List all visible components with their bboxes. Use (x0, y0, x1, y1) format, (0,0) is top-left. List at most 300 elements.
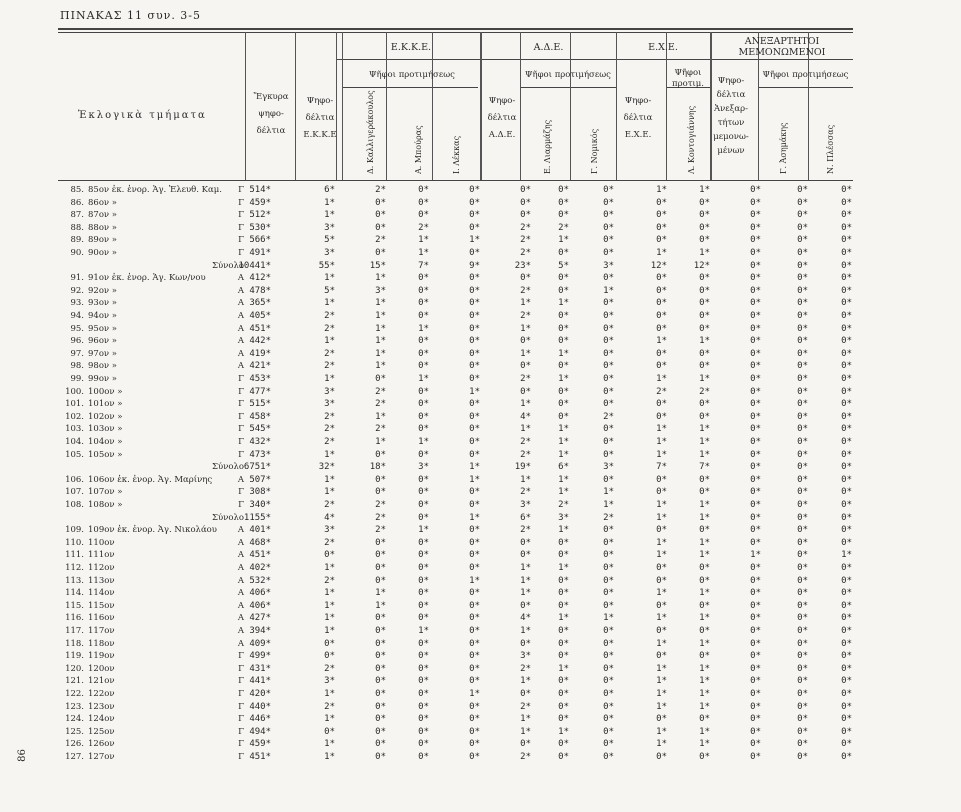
table-cell: 2* (699, 386, 710, 397)
table-cell: 1* (375, 323, 386, 334)
table-cell: 0* (520, 273, 531, 284)
table-cell: 1* (558, 437, 569, 447)
table-cell: 2* (324, 701, 335, 712)
table-cell: 0* (469, 638, 480, 649)
table-cell: 0* (469, 437, 480, 447)
row-number: 112. (65, 563, 84, 573)
row-district: 94ον » (88, 311, 118, 321)
row-section: Γ (238, 651, 244, 662)
table-cell: 0* (841, 726, 852, 737)
party-ballots-header: Α.Δ.Ε. (488, 130, 516, 140)
districts-header: Ἐκλογικὰ τμήματα (78, 110, 207, 121)
table-cell: 0* (841, 512, 852, 523)
table-cell: 2* (520, 449, 531, 460)
table-cell: 0* (699, 600, 710, 611)
table-cell: 1* (699, 663, 710, 674)
table-cell: 1* (418, 248, 429, 258)
table-cell: 0* (418, 613, 429, 624)
table-cell: 1* (520, 298, 531, 309)
table-cell: 0* (520, 361, 531, 372)
table-cell: 0* (699, 273, 710, 284)
row-number: 109. (65, 525, 84, 536)
table-cell: 0* (797, 386, 808, 397)
row-section: Γ (238, 500, 244, 510)
row-section: Α (237, 638, 244, 649)
table-cell: 0* (841, 651, 852, 662)
table-cell: 0* (520, 537, 531, 548)
table-cell: 0* (418, 550, 429, 561)
table-cell: 0* (375, 701, 386, 712)
valid-ballots-header: Ἔγκυρα (253, 92, 289, 102)
table-cell: 0* (797, 411, 808, 422)
table-cell: 23* (514, 260, 531, 271)
table-cell: 1* (375, 361, 386, 372)
rule-horizontal (58, 180, 853, 181)
table-cell: 0* (750, 386, 761, 397)
table-cell: 0* (603, 752, 614, 762)
table-cell: 0* (750, 575, 761, 586)
row-number: 103. (65, 424, 84, 435)
table-cell: 0* (375, 714, 386, 725)
table-cell: 0* (750, 638, 761, 649)
table-cell: 2* (375, 235, 386, 246)
table-cell: 2* (324, 348, 335, 359)
table-cell: 1* (699, 676, 710, 687)
row-section: Γ (238, 752, 244, 762)
table-cell: 0* (841, 663, 852, 674)
table-cell: 0* (558, 714, 569, 725)
table-cell: 0* (603, 626, 614, 636)
table-cell: 1* (656, 676, 667, 687)
rule-horizontal (58, 32, 853, 33)
table-cell: 0* (750, 260, 761, 271)
table-cell: 0* (797, 701, 808, 712)
row-number: 97. (70, 348, 84, 359)
table-cell: 0* (603, 726, 614, 737)
table-cell: 1* (558, 487, 569, 498)
table-cell: 451* (249, 752, 271, 762)
row-number: 90. (70, 248, 84, 258)
row-section: Γ (238, 185, 244, 195)
party-ballots-header: μεμονω- (713, 132, 749, 142)
table-cell: 0* (558, 399, 569, 410)
row-number: 106. (65, 474, 84, 485)
table-cell: 1* (656, 689, 667, 699)
table-cell: 2* (603, 512, 614, 523)
table-cell: 0* (797, 613, 808, 624)
table-cell: 0* (750, 336, 761, 347)
table-cell: 0* (750, 285, 761, 296)
row-number: 122. (65, 689, 84, 699)
table-cell: 0* (418, 474, 429, 485)
table-cell: 0* (797, 197, 808, 208)
candidate-name-header: Α. Μπούρας (414, 125, 423, 174)
table-cell: 0* (469, 537, 480, 548)
table-cell: 1* (656, 739, 667, 750)
table-cell: 0* (558, 210, 569, 221)
table-cell: 1* (375, 348, 386, 359)
row-number: 119. (65, 651, 84, 662)
table-cell: 0* (797, 323, 808, 334)
party-ballots-header: Ἀνεξαρ- (714, 104, 748, 114)
table-cell: 0* (375, 689, 386, 699)
table-cell: 1* (558, 374, 569, 384)
table-cell: 0* (750, 512, 761, 523)
preferences-header: Ψῆφοι προτιμήσεως (369, 70, 455, 80)
table-cell: 1* (656, 613, 667, 624)
table-cell: 1* (558, 235, 569, 246)
row-section: Γ (238, 726, 244, 737)
table-cell: 0* (656, 714, 667, 725)
row-number: 95. (70, 323, 84, 334)
table-cell: 0* (375, 474, 386, 485)
table-cell: 1* (656, 374, 667, 384)
row-section: Α (237, 537, 244, 548)
table-cell: 0* (699, 210, 710, 221)
table-cell: 2* (324, 537, 335, 548)
table-cell: 3* (324, 248, 335, 258)
table-cell: 1* (520, 575, 531, 586)
table-cell: 1* (699, 638, 710, 649)
table-cell: 1* (324, 588, 335, 599)
row-district: 86ον » (88, 197, 118, 208)
table-cell: 491* (249, 248, 271, 258)
table-cell: 6* (520, 512, 531, 523)
table-cell: 0* (656, 323, 667, 334)
table-cell: 5* (324, 285, 335, 296)
table-cell: 0* (520, 336, 531, 347)
table-cell: 0* (558, 185, 569, 195)
table-cell: 419* (249, 348, 271, 359)
table-cell: 0* (418, 512, 429, 523)
table-cell: 0* (656, 651, 667, 662)
table-cell: 1* (520, 399, 531, 410)
table-cell: 0* (375, 222, 386, 233)
table-cell: 0* (469, 449, 480, 460)
table-cell: 0* (656, 348, 667, 359)
table-cell: 1* (558, 298, 569, 309)
row-district: 99ον » (88, 374, 118, 384)
table-cell: 1* (558, 726, 569, 737)
table-cell: 0* (797, 739, 808, 750)
table-cell: 427* (249, 613, 271, 624)
table-cell: 1* (656, 424, 667, 435)
table-cell: 55* (318, 260, 335, 271)
table-cell: 0* (797, 500, 808, 510)
table-cell: 0* (750, 298, 761, 309)
row-number: 124. (65, 714, 84, 725)
table-cell: 0* (699, 361, 710, 372)
table-cell: 0* (841, 298, 852, 309)
table-cell: 0* (375, 487, 386, 498)
table-cell: 6* (558, 462, 569, 473)
table-cell: 0* (469, 487, 480, 498)
row-section: Γ (238, 701, 244, 712)
row-district: 119ον (88, 651, 115, 662)
table-cell: 0* (699, 714, 710, 725)
table-cell: 0* (797, 638, 808, 649)
table-cell: 0* (699, 525, 710, 536)
table-cell: 0* (699, 311, 710, 321)
table-cell: 0* (841, 474, 852, 485)
party-ballots-header: Ε.Κ.Κ.Ε (303, 130, 337, 140)
rule-vertical (666, 32, 667, 180)
table-cell: 1* (375, 600, 386, 611)
table-cell: 0* (656, 222, 667, 233)
row-number: 115. (65, 600, 84, 611)
row-number: 113. (65, 575, 84, 586)
table-cell: 0* (797, 726, 808, 737)
row-section: Γ (238, 399, 244, 410)
row-district: 118ον (88, 638, 115, 649)
table-cell: 3* (324, 386, 335, 397)
table-cell: 0* (656, 235, 667, 246)
table-cell: 0* (469, 399, 480, 410)
table-cell: 0* (841, 500, 852, 510)
table-cell: 2* (324, 424, 335, 435)
candidate-name-header: Γ. Ἀσημάκης (779, 122, 788, 174)
table-cell: 440* (249, 701, 271, 712)
table-cell: 0* (841, 752, 852, 762)
table-cell: 0* (558, 701, 569, 712)
row-district: 104ον » (88, 437, 123, 447)
party-ballots-header: Ψηφο- (717, 76, 745, 86)
table-cell: 0* (375, 575, 386, 586)
table-cell: 0* (418, 500, 429, 510)
table-cell: 0* (841, 462, 852, 473)
table-cell: 3* (324, 222, 335, 233)
table-cell: 0* (603, 185, 614, 195)
table-cell: 1* (418, 323, 429, 334)
table-cell: 0* (797, 336, 808, 347)
table-cell: 0* (750, 348, 761, 359)
table-cell: 0* (469, 411, 480, 422)
table-cell: 0* (656, 575, 667, 586)
table-cell: 2* (324, 437, 335, 447)
table-cell: 0* (418, 487, 429, 498)
table-cell: 1* (699, 500, 710, 510)
table-cell: 1* (418, 437, 429, 447)
table-cell: 0* (841, 260, 852, 271)
table-cell: 1* (469, 462, 480, 473)
table-cell: 0* (699, 399, 710, 410)
table-cell: 1* (603, 487, 614, 498)
preferences-header: Ψῆφοι προτιμ. (672, 68, 704, 89)
table-cell: 1* (656, 185, 667, 195)
row-number: 102. (65, 411, 84, 422)
table-cell: 0* (656, 563, 667, 573)
table-cell: 2* (324, 361, 335, 372)
table-cell: 0* (841, 235, 852, 246)
party-ballots-header: μένων (717, 146, 745, 156)
table-cell: 420* (249, 689, 271, 699)
table-cell: 0* (797, 449, 808, 460)
table-cell: 0* (797, 651, 808, 662)
table-cell: 0* (603, 676, 614, 687)
table-cell: 0* (375, 752, 386, 762)
row-district: 127ον (88, 752, 115, 762)
row-district: 110ον (88, 537, 115, 548)
table-cell: 0* (797, 588, 808, 599)
table-cell: 1* (520, 323, 531, 334)
page-title: ΠΙΝΑΚΑΣ 11 συν. 3-5 (60, 9, 202, 22)
table-cell: 507* (249, 474, 271, 485)
table-cell: 0* (841, 638, 852, 649)
table-cell: 0* (603, 222, 614, 233)
row-district: 120ον (88, 663, 115, 674)
row-number: 108. (65, 500, 84, 510)
table-cell: 0* (375, 613, 386, 624)
row-district: 108ον » (88, 500, 123, 510)
table-cell: 0* (418, 663, 429, 674)
table-cell: 0* (469, 676, 480, 687)
subtotal-label: Σύνολο (212, 512, 244, 523)
party-name-header: ΑΝΕΞΑΡΤΗΤΟΙ (744, 36, 820, 47)
table-cell: 0* (418, 424, 429, 435)
table-cell: 1* (656, 550, 667, 561)
row-district: 95ον » (88, 323, 118, 334)
table-cell: 0* (375, 537, 386, 548)
table-cell: 0* (841, 600, 852, 611)
table-cell: 0* (375, 374, 386, 384)
table-cell: 1* (520, 348, 531, 359)
table-cell: 3* (520, 500, 531, 510)
table-cell: 32* (318, 462, 335, 473)
table-cell: 0* (418, 752, 429, 762)
row-number: 114. (65, 588, 84, 599)
table-cell: 0* (841, 374, 852, 384)
table-cell: 0* (558, 638, 569, 649)
table-cell: 0* (603, 197, 614, 208)
table-cell: 0* (656, 411, 667, 422)
table-cell: 0* (558, 361, 569, 372)
table-cell: 2* (520, 248, 531, 258)
table-cell: 402* (249, 563, 271, 573)
table-cell: 0* (699, 222, 710, 233)
table-cell: 1* (699, 449, 710, 460)
table-cell: 0* (750, 563, 761, 573)
table-cell: 1* (699, 512, 710, 523)
table-cell: 1* (520, 626, 531, 636)
row-district: 116ον (88, 613, 115, 624)
table-cell: 0* (699, 474, 710, 485)
table-cell: 451* (249, 550, 271, 561)
table-cell: 0* (469, 563, 480, 573)
table-cell: 0* (841, 185, 852, 195)
preferences-header: Ψῆφοι προτιμήσεως (762, 70, 849, 80)
table-cell: 0* (750, 588, 761, 599)
table-cell: 2* (520, 752, 531, 762)
table-cell: 0* (750, 374, 761, 384)
table-cell: 0* (558, 651, 569, 662)
table-cell: 1* (656, 248, 667, 258)
table-cell: 0* (558, 248, 569, 258)
table-cell: 0* (750, 752, 761, 762)
table-cell: 1* (324, 487, 335, 498)
row-district: 102ον » (88, 411, 123, 422)
table-cell: 0* (418, 739, 429, 750)
table-cell: 0* (375, 248, 386, 258)
table-cell: 0* (841, 386, 852, 397)
table-cell: 0* (469, 701, 480, 712)
table-cell: 0* (603, 311, 614, 321)
table-cell: 0* (520, 689, 531, 699)
table-cell: 0* (418, 197, 429, 208)
table-cell: 0* (375, 638, 386, 649)
table-cell: 0* (603, 449, 614, 460)
table-cell: 0* (603, 651, 614, 662)
table-cell: 0* (418, 285, 429, 296)
table-cell: 0* (750, 222, 761, 233)
table-cell: 0* (603, 399, 614, 410)
table-cell: 532* (249, 575, 271, 586)
table-cell: 0* (699, 235, 710, 246)
table-cell: 1155* (243, 512, 271, 523)
row-number: 94. (70, 311, 84, 321)
table-cell: 458* (249, 411, 271, 422)
table-cell: 2* (375, 399, 386, 410)
row-section: Α (237, 550, 244, 561)
subtotal-label: Σύνολο (212, 260, 244, 271)
row-district: 96ον » (88, 336, 118, 347)
table-cell: 0* (656, 487, 667, 498)
table-cell: 0* (797, 512, 808, 523)
rule-horizontal (758, 87, 853, 88)
table-cell: 0* (469, 248, 480, 258)
table-cell: 1* (699, 689, 710, 699)
table-cell: 0* (656, 210, 667, 221)
table-cell: 1* (656, 336, 667, 347)
table-cell: 1* (699, 437, 710, 447)
table-cell: 0* (797, 537, 808, 548)
table-cell: 0* (469, 336, 480, 347)
table-cell: 0* (797, 563, 808, 573)
table-cell: 431* (249, 663, 271, 674)
table-cell: 0* (656, 273, 667, 284)
table-cell: 1* (699, 336, 710, 347)
table-cell: 3* (558, 512, 569, 523)
table-cell: 0* (375, 210, 386, 221)
table-cell: 0* (603, 273, 614, 284)
row-number: 110. (65, 537, 84, 548)
table-cell: 0* (603, 210, 614, 221)
row-number: 99. (70, 374, 84, 384)
table-cell: 0* (469, 298, 480, 309)
table-cell: 0* (418, 676, 429, 687)
table-cell: 0* (418, 537, 429, 548)
table-cell: 0* (520, 600, 531, 611)
candidate-name-header: Ι. Λέκκας (452, 135, 461, 174)
table-cell: 10441* (238, 260, 271, 271)
table-cell: 0* (797, 550, 808, 561)
row-district: 114ον (88, 588, 115, 599)
row-section: Γ (238, 437, 244, 447)
row-section: Γ (238, 197, 244, 208)
table-cell: 0* (558, 285, 569, 296)
table-cell: 1* (558, 663, 569, 674)
table-cell: 1* (656, 726, 667, 737)
table-cell: 1* (699, 701, 710, 712)
table-cell: 0* (797, 600, 808, 611)
table-cell: 1* (324, 714, 335, 725)
table-cell: 1* (469, 689, 480, 699)
table-cell: 1* (558, 424, 569, 435)
row-number: 121. (65, 676, 84, 687)
table-cell: 1* (699, 739, 710, 750)
table-cell: 0* (558, 739, 569, 750)
table-cell: 0* (750, 500, 761, 510)
table-cell: 1* (656, 588, 667, 599)
